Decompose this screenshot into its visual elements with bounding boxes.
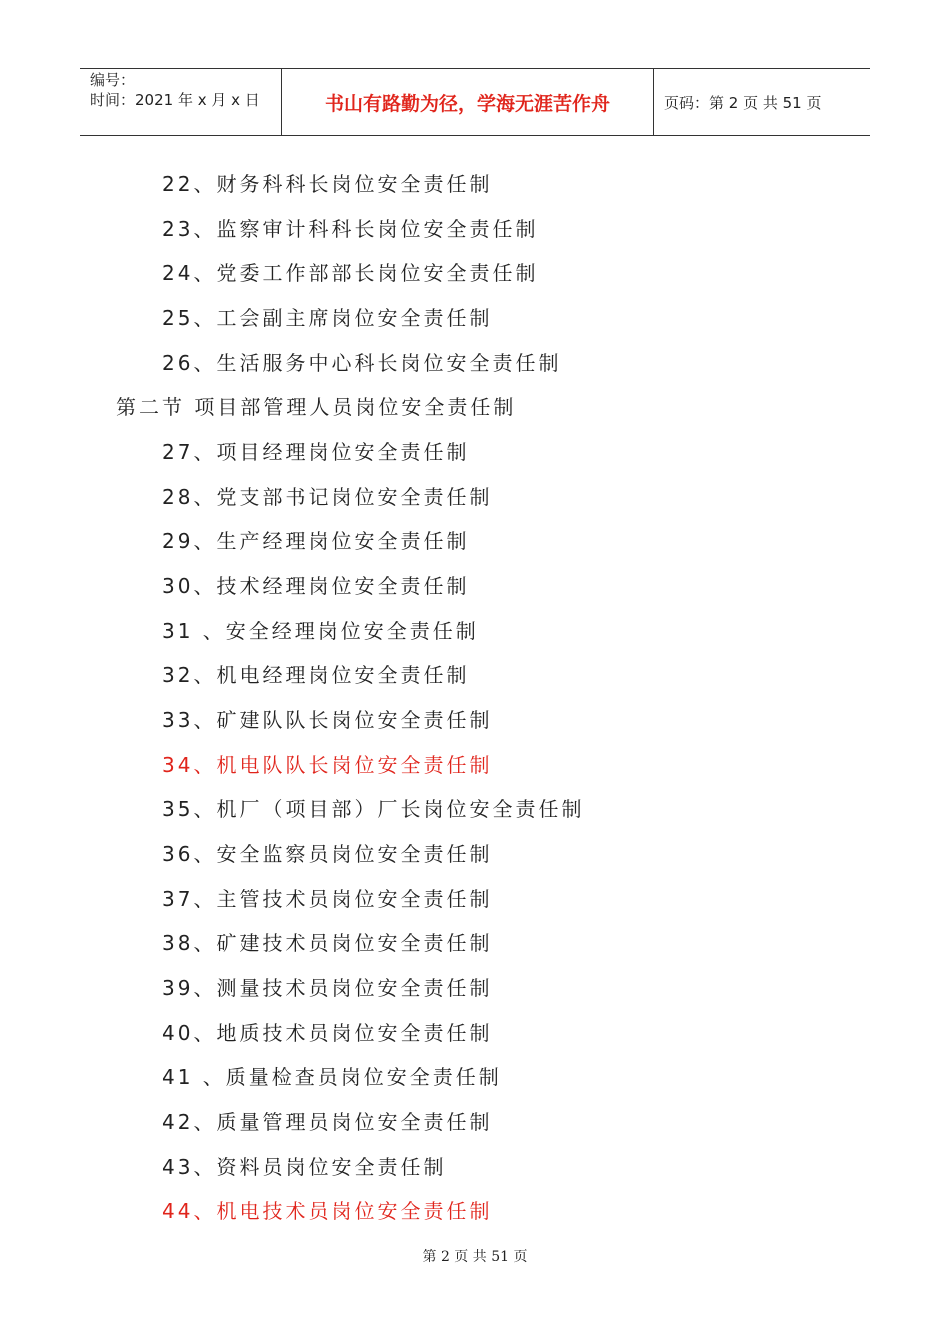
toc-item: 39、测量技术员岗位安全责任制	[162, 976, 493, 1000]
toc-item: 42、质量管理员岗位安全责任制	[162, 1110, 493, 1134]
toc-item: 27、项目经理岗位安全责任制	[162, 440, 470, 464]
toc-item-highlighted: 44、机电技术员岗位安全责任制	[162, 1199, 493, 1223]
toc-item: 29、生产经理岗位安全责任制	[162, 529, 470, 553]
toc-item: 25、工会副主席岗位安全责任制	[162, 306, 493, 330]
toc-item: 36、安全监察员岗位安全责任制	[162, 842, 493, 866]
toc-item: 41 、质量检查员岗位安全责任制	[162, 1065, 502, 1089]
header-motto: 书山有路勤为径，学海无涯苦作舟	[324, 92, 610, 115]
header-meta-cell	[80, 69, 282, 135]
toc-item: 43、资料员岗位安全责任制	[162, 1155, 447, 1179]
toc-item: 31 、安全经理岗位安全责任制	[162, 619, 479, 643]
toc-item: 24、党委工作部部长岗位安全责任制	[162, 261, 539, 285]
toc-item: 26、生活服务中心科长岗位安全责任制	[162, 351, 562, 375]
header-page-info: 页码：第 2 页 共 51 页	[664, 93, 822, 112]
document-time: 时间：2021 年 x 月 x 日	[90, 91, 260, 109]
toc-item: 30、技术经理岗位安全责任制	[162, 574, 470, 598]
toc-section-heading: 第二节 项目部管理人员岗位安全责任制	[116, 395, 517, 419]
page-footer: 第 2 页 共 51 页	[422, 1249, 528, 1265]
toc-item: 23、监察审计科科长岗位安全责任制	[162, 217, 539, 241]
toc-item: 32、机电经理岗位安全责任制	[162, 663, 470, 687]
header-page-cell	[654, 69, 870, 135]
toc-item: 28、党支部书记岗位安全责任制	[162, 485, 493, 509]
toc-item: 37、主管技术员岗位安全责任制	[162, 887, 493, 911]
toc-item: 35、机厂（项目部）厂长岗位安全责任制	[162, 797, 585, 821]
toc-item-highlighted: 34、机电队队长岗位安全责任制	[162, 753, 493, 777]
toc-item: 22、财务科科长岗位安全责任制	[162, 172, 493, 196]
page-header	[80, 68, 870, 136]
toc-item: 33、矿建队队长岗位安全责任制	[162, 708, 493, 732]
header-motto-cell	[282, 69, 654, 135]
toc-item: 38、矿建技术员岗位安全责任制	[162, 931, 493, 955]
toc-item: 40、地质技术员岗位安全责任制	[162, 1021, 493, 1045]
document-number-label: 编号：	[90, 71, 136, 89]
